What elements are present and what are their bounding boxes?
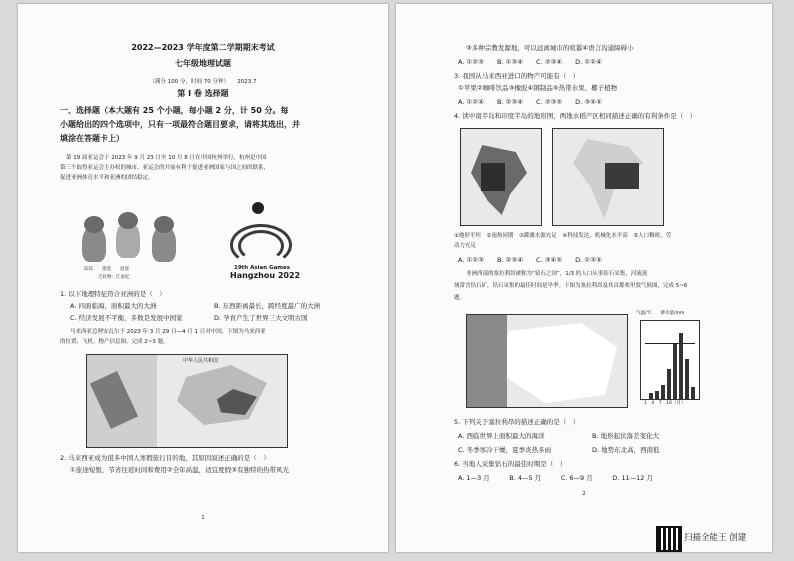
question-4: 4. 读中南半岛和印度半岛的地形图，两地水稻产区相同描述正确的有利条件是（ ） — [454, 112, 697, 120]
option-c: C. 经济发展不平衡，多数是发展中国家 — [70, 314, 183, 322]
instructions-line: 一、选择题（本大题有 25 个小题，每小题 2 分，计 50 分。每 — [60, 106, 289, 115]
option-a: A. 西临世界上面积最大的海洋 — [458, 432, 545, 440]
section-heading: 第 I 卷 选择题 — [177, 89, 229, 98]
option-d: D. 地势东北高，西南低 — [592, 446, 660, 454]
passage-line: 促进亚洲体育水平和亚洲的团结稳定。 — [60, 175, 154, 181]
option-c: C. 冬季寒冷干燥，夏季炎热多雨 — [458, 446, 552, 454]
chart-axis-label: 气温/℃ 降水量/mm — [636, 311, 685, 316]
india-map — [552, 128, 664, 226]
exam-page-1 — [18, 4, 388, 552]
qr-code-icon — [656, 526, 682, 552]
question-2-options: ①旅途短暂，节省往返时间和费用②全年高温，适宜度假③有独特的热带风光 — [70, 466, 289, 474]
passage-line: 题。 — [454, 295, 466, 301]
passage-line: 第三个取得亚运会主办权的城市。亚运会的开展有利于促进亚洲国家与国之间的联系， — [60, 165, 270, 171]
exam-title: 2022—2023 学年度第二学期期末考试 — [131, 43, 275, 52]
logo-text: 19th Asian Games — [234, 265, 291, 271]
question-4-items: 动力充足 — [454, 243, 477, 249]
exam-subtitle: 七年级地理试题 — [175, 59, 231, 68]
page-number: 2 — [582, 491, 586, 497]
option-b: B. 东西距离最长，跨经度最广的大洲 — [214, 302, 321, 310]
exam-meta: （满分 100 分，时间 70 分钟） 2023.7 — [149, 79, 257, 85]
options-line: A. ①②③ B. ①③④ C. ②③④ D. ①②④ — [458, 58, 602, 66]
option-a: A. 四面临海，面积最大的大洲 — [70, 302, 157, 310]
instructions-line: 小题给出的四个选项中，只有一项最符合题目要求，请将其选出，并 — [60, 120, 300, 129]
text-line: ③多种宗教发源地，可以远离城市的喧嚣④语言沟通障碍小 — [466, 44, 634, 52]
question-4-items: ①地形平坦 ②雨热同期 ③灌溉水源充足 ④科技发达，机械化水平高 ⑤人口稠密，劳 — [454, 233, 672, 239]
malaysia-map — [86, 354, 288, 448]
sierra-leone-map — [466, 314, 628, 408]
chart-x-label: 1 4 7 10（月） — [644, 401, 686, 406]
passage-line: 的位置、飞机、物产信息图，完成 2~3 题。 — [60, 339, 169, 345]
options-line: A. ①②③ B. ②③④ C. ③④⑤ D. ①③⑤ — [458, 256, 602, 264]
option-b: B. 地形起伏落差变化大 — [592, 432, 660, 440]
question-6: 6. 当地人采集钻石的最佳时期是（ ） — [454, 460, 567, 468]
question-3-items: ①苹果②咖啡饮品③橡胶④钢制品⑤热带水果、椰子植物 — [458, 84, 618, 92]
question-5: 5. 下列关于塞拉利昂的描述正确的是（ ） — [454, 418, 580, 426]
climate-chart — [640, 320, 700, 400]
options-line: A. ①②④ B. ②③④ C. ②③⑤ D. ③④⑤ — [458, 98, 602, 106]
passage-line: 马来西亚总理安瓦尔于 2023 年 3 月 29 日—4 月 1 日对中国，下图为马来西亚 — [70, 329, 266, 335]
question-1: 1. 以下地理特征符合亚洲的是（ ） — [60, 290, 166, 298]
passage-line: 域常含钻石矿，钻石采集的最佳时间是旱季。下图为塞拉利昂及其首都弗里敦气候图，完成 5~6 — [454, 283, 688, 289]
options-line: A. 1—3 月 B. 4—5 月 C. 6—9 月 D. 11—12 月 — [458, 474, 653, 482]
mascot-caption: 吉祥物：江南忆 — [98, 275, 130, 280]
map-label: 中华人民共和国 — [183, 358, 219, 364]
indochina-map — [460, 128, 542, 226]
passage-line: 非洲西部的塞拉利昂被称为“钻石之国”，1/3 的人口从事钻石采集，河流流 — [466, 271, 648, 277]
mascot-caption: 琮琮 莲莲 宸宸 — [84, 267, 129, 272]
instructions-line: 填涂在答题卡上） — [60, 134, 124, 143]
page-number: 1 — [201, 515, 205, 521]
exam-page-2 — [396, 4, 772, 552]
logo-text: Hangzhou 2022 — [230, 271, 301, 280]
question-3: 3. 我国从马来西亚进口的物产可能有（ ） — [454, 72, 580, 80]
scanner-watermark: 扫描全能王 创建 — [684, 533, 747, 543]
question-2: 2. 马来西亚成为很多中国人寒假旅行目的地，其原因叙述正确的是（ ） — [60, 454, 270, 462]
option-d: D. 孕育产生了世界三大文明古国 — [214, 314, 308, 322]
passage-line: 第 19 届亚运会于 2023 年 9 月 23 日至 10 月 8 日在中国杭州举行，杭州是中国 — [66, 155, 267, 161]
